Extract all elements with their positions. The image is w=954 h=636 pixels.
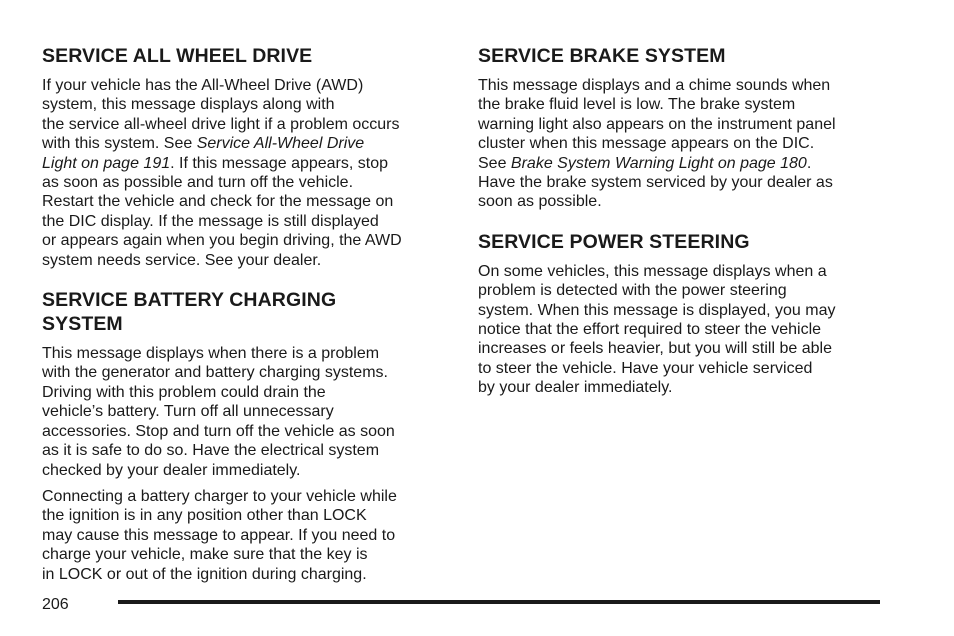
text-line: system, this message displays along with — [42, 96, 335, 114]
heading-service-battery-charging — [42, 288, 452, 336]
heading-line: SYSTEM — [42, 313, 123, 336]
section-service-power-steering — [478, 230, 888, 398]
text-line: Have the brake system serviced by your dealer as — [478, 174, 833, 192]
cross-reference-brake-light: Brake System Warning Light on page 180 — [510, 154, 807, 172]
text-line: in LOCK or out of the ignition during charging. — [42, 565, 367, 583]
text-fragment: with this system. See — [42, 135, 197, 153]
text-line: the service all-wheel drive light if a problem occurs — [42, 115, 400, 133]
text-line: Driving with this problem could drain the — [42, 383, 326, 401]
text-line: system. When this message is displayed, you may — [478, 301, 836, 319]
text-line — [478, 154, 888, 173]
text-fragment: See — [478, 154, 511, 172]
right-column — [478, 44, 888, 416]
body-battery-paragraph-2 — [42, 487, 452, 584]
text-line: Restart the vehicle and check for the message on — [42, 193, 394, 211]
text-line: warning light also appears on the instrument panel — [478, 115, 836, 133]
text-line: checked by your dealer immediately. — [42, 461, 301, 479]
text-line: or appears again when you begin driving, the AWD — [42, 232, 402, 250]
text-line: Connecting a battery charger to your vehicle while — [42, 487, 397, 505]
text-line: with the generator and battery charging systems. — [42, 364, 388, 382]
text-line: by your dealer immediately. — [478, 379, 673, 397]
text-line: charge your vehicle, make sure that the key is — [42, 546, 368, 564]
text-line: problem is detected with the power steering — [478, 282, 787, 300]
text-line — [42, 154, 452, 173]
text-line: notice that the effort required to steer the vehicle — [478, 321, 822, 339]
text-line: the ignition is in any position other than LOCK — [42, 507, 367, 525]
heading-service-all-wheel-drive: SERVICE ALL WHEEL DRIVE — [42, 45, 313, 67]
text-line — [42, 134, 452, 153]
body-battery-paragraph-1 — [42, 344, 452, 480]
heading-service-power-steering: SERVICE POWER STEERING — [478, 230, 750, 253]
body-service-all-wheel-drive — [42, 76, 452, 270]
text-fragment: . — [806, 154, 812, 172]
text-line: This message displays and a chime sounds when — [478, 77, 831, 94]
text-line: system needs service. See your dealer. — [42, 251, 322, 269]
text-line: This message displays when there is a problem — [42, 345, 380, 363]
text-fragment: . If this message appears, stop — [170, 154, 389, 172]
text-line: to steer the vehicle. Have your vehicle serviced — [478, 359, 813, 377]
text-line: vehicle’s battery. Turn off all unnecessary — [42, 403, 334, 421]
text-line: On some vehicles, this message displays when a — [478, 262, 827, 280]
text-line: increases or feels heavier, but you will still be able — [478, 340, 832, 358]
text-line: may cause this message to appear. If you need to — [42, 526, 396, 544]
heading-line: SERVICE BATTERY CHARGING — [42, 289, 337, 312]
text-line: as soon as possible and turn off the vehicle. — [42, 174, 354, 192]
cross-reference-awd-page: Light on page 191 — [42, 154, 171, 172]
left-column — [42, 44, 452, 602]
footer-divider — [118, 600, 880, 604]
text-line: accessories. Stop and turn off the vehicle as soon — [42, 422, 395, 440]
text-line: cluster when this message appears on the DIC. — [478, 135, 815, 153]
text-line: as it is safe to do so. Have the electrical system — [42, 442, 380, 460]
body-service-brake-system — [478, 76, 888, 212]
page-number: 206 — [42, 596, 69, 613]
cross-reference-awd-light: Service All-Wheel Drive — [196, 135, 365, 153]
body-service-power-steering — [478, 262, 888, 398]
text-line: the brake fluid level is low. The brake system — [478, 96, 796, 114]
text-line: the DIC display. If the message is still displayed — [42, 212, 379, 230]
text-line: soon as possible. — [478, 193, 602, 211]
section-service-battery-charging — [42, 288, 452, 584]
heading-service-brake-system: SERVICE BRAKE SYSTEM — [478, 45, 726, 67]
text-line: If your vehicle has the All-Wheel Drive (AWD) — [42, 77, 364, 94]
section-service-all-wheel-drive — [42, 44, 452, 270]
section-service-brake-system — [478, 44, 888, 212]
